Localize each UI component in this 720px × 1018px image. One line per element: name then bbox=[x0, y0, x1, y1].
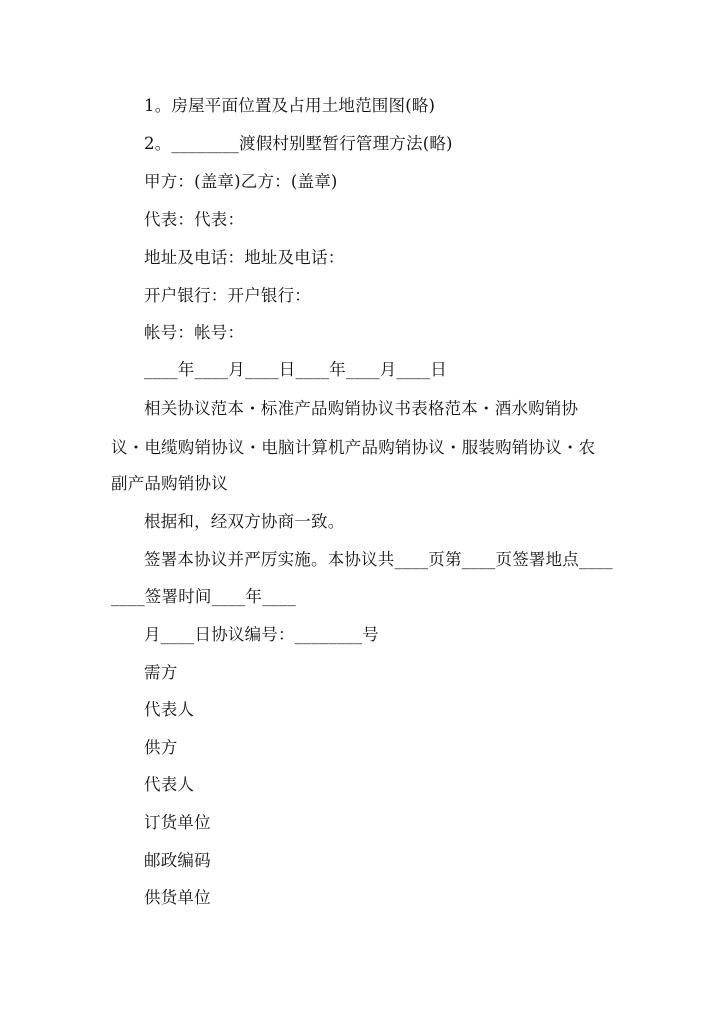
supplier-representative-label: 代表人 bbox=[144, 775, 195, 794]
party-seal-line: 甲方：(盖章)乙方：(盖章) bbox=[144, 172, 338, 191]
address-phone-line: 地址及电话：地址及电话： bbox=[144, 248, 345, 267]
supplying-unit-label: 供货单位 bbox=[144, 888, 211, 907]
bank-line: 开户银行：开户银行： bbox=[144, 286, 311, 305]
date-line: ____年____月____日____年____月____日 bbox=[144, 360, 447, 379]
supplier-label: 供方 bbox=[144, 738, 178, 757]
consensus-line: 根据和，经双方协商一致。 bbox=[144, 512, 345, 531]
attachment-2-line: 2。________渡假村别墅暂行管理方法(略) bbox=[144, 134, 453, 153]
ordering-unit-label: 订货单位 bbox=[144, 813, 211, 832]
signing-line-2: ____签署时间____年____ bbox=[111, 587, 296, 606]
attachment-1-line: 1。房屋平面位置及占用土地范围图(略) bbox=[144, 96, 436, 115]
buyer-representative-label: 代表人 bbox=[144, 700, 195, 719]
agreement-number-line: 月____日协议编号：________号 bbox=[144, 625, 379, 644]
related-agreements-line-3: 副产品购销协议 bbox=[111, 474, 228, 493]
signing-line-1: 签署本协议并严厉实施。本协议共____页第____页签署地点____ bbox=[144, 550, 613, 569]
postal-code-label: 邮政编码 bbox=[144, 851, 211, 870]
account-line: 帐号：帐号： bbox=[144, 323, 245, 342]
related-agreements-line-1: 相关协议范本・标准产品购销协议书表格范本・酒水购销协 bbox=[144, 399, 579, 418]
related-agreements-line-2: 议・电缆购销协议・电脑计算机产品购销协议・服装购销协议・农 bbox=[111, 438, 596, 457]
representative-line: 代表：代表： bbox=[144, 210, 245, 229]
buyer-label: 需方 bbox=[144, 663, 178, 682]
